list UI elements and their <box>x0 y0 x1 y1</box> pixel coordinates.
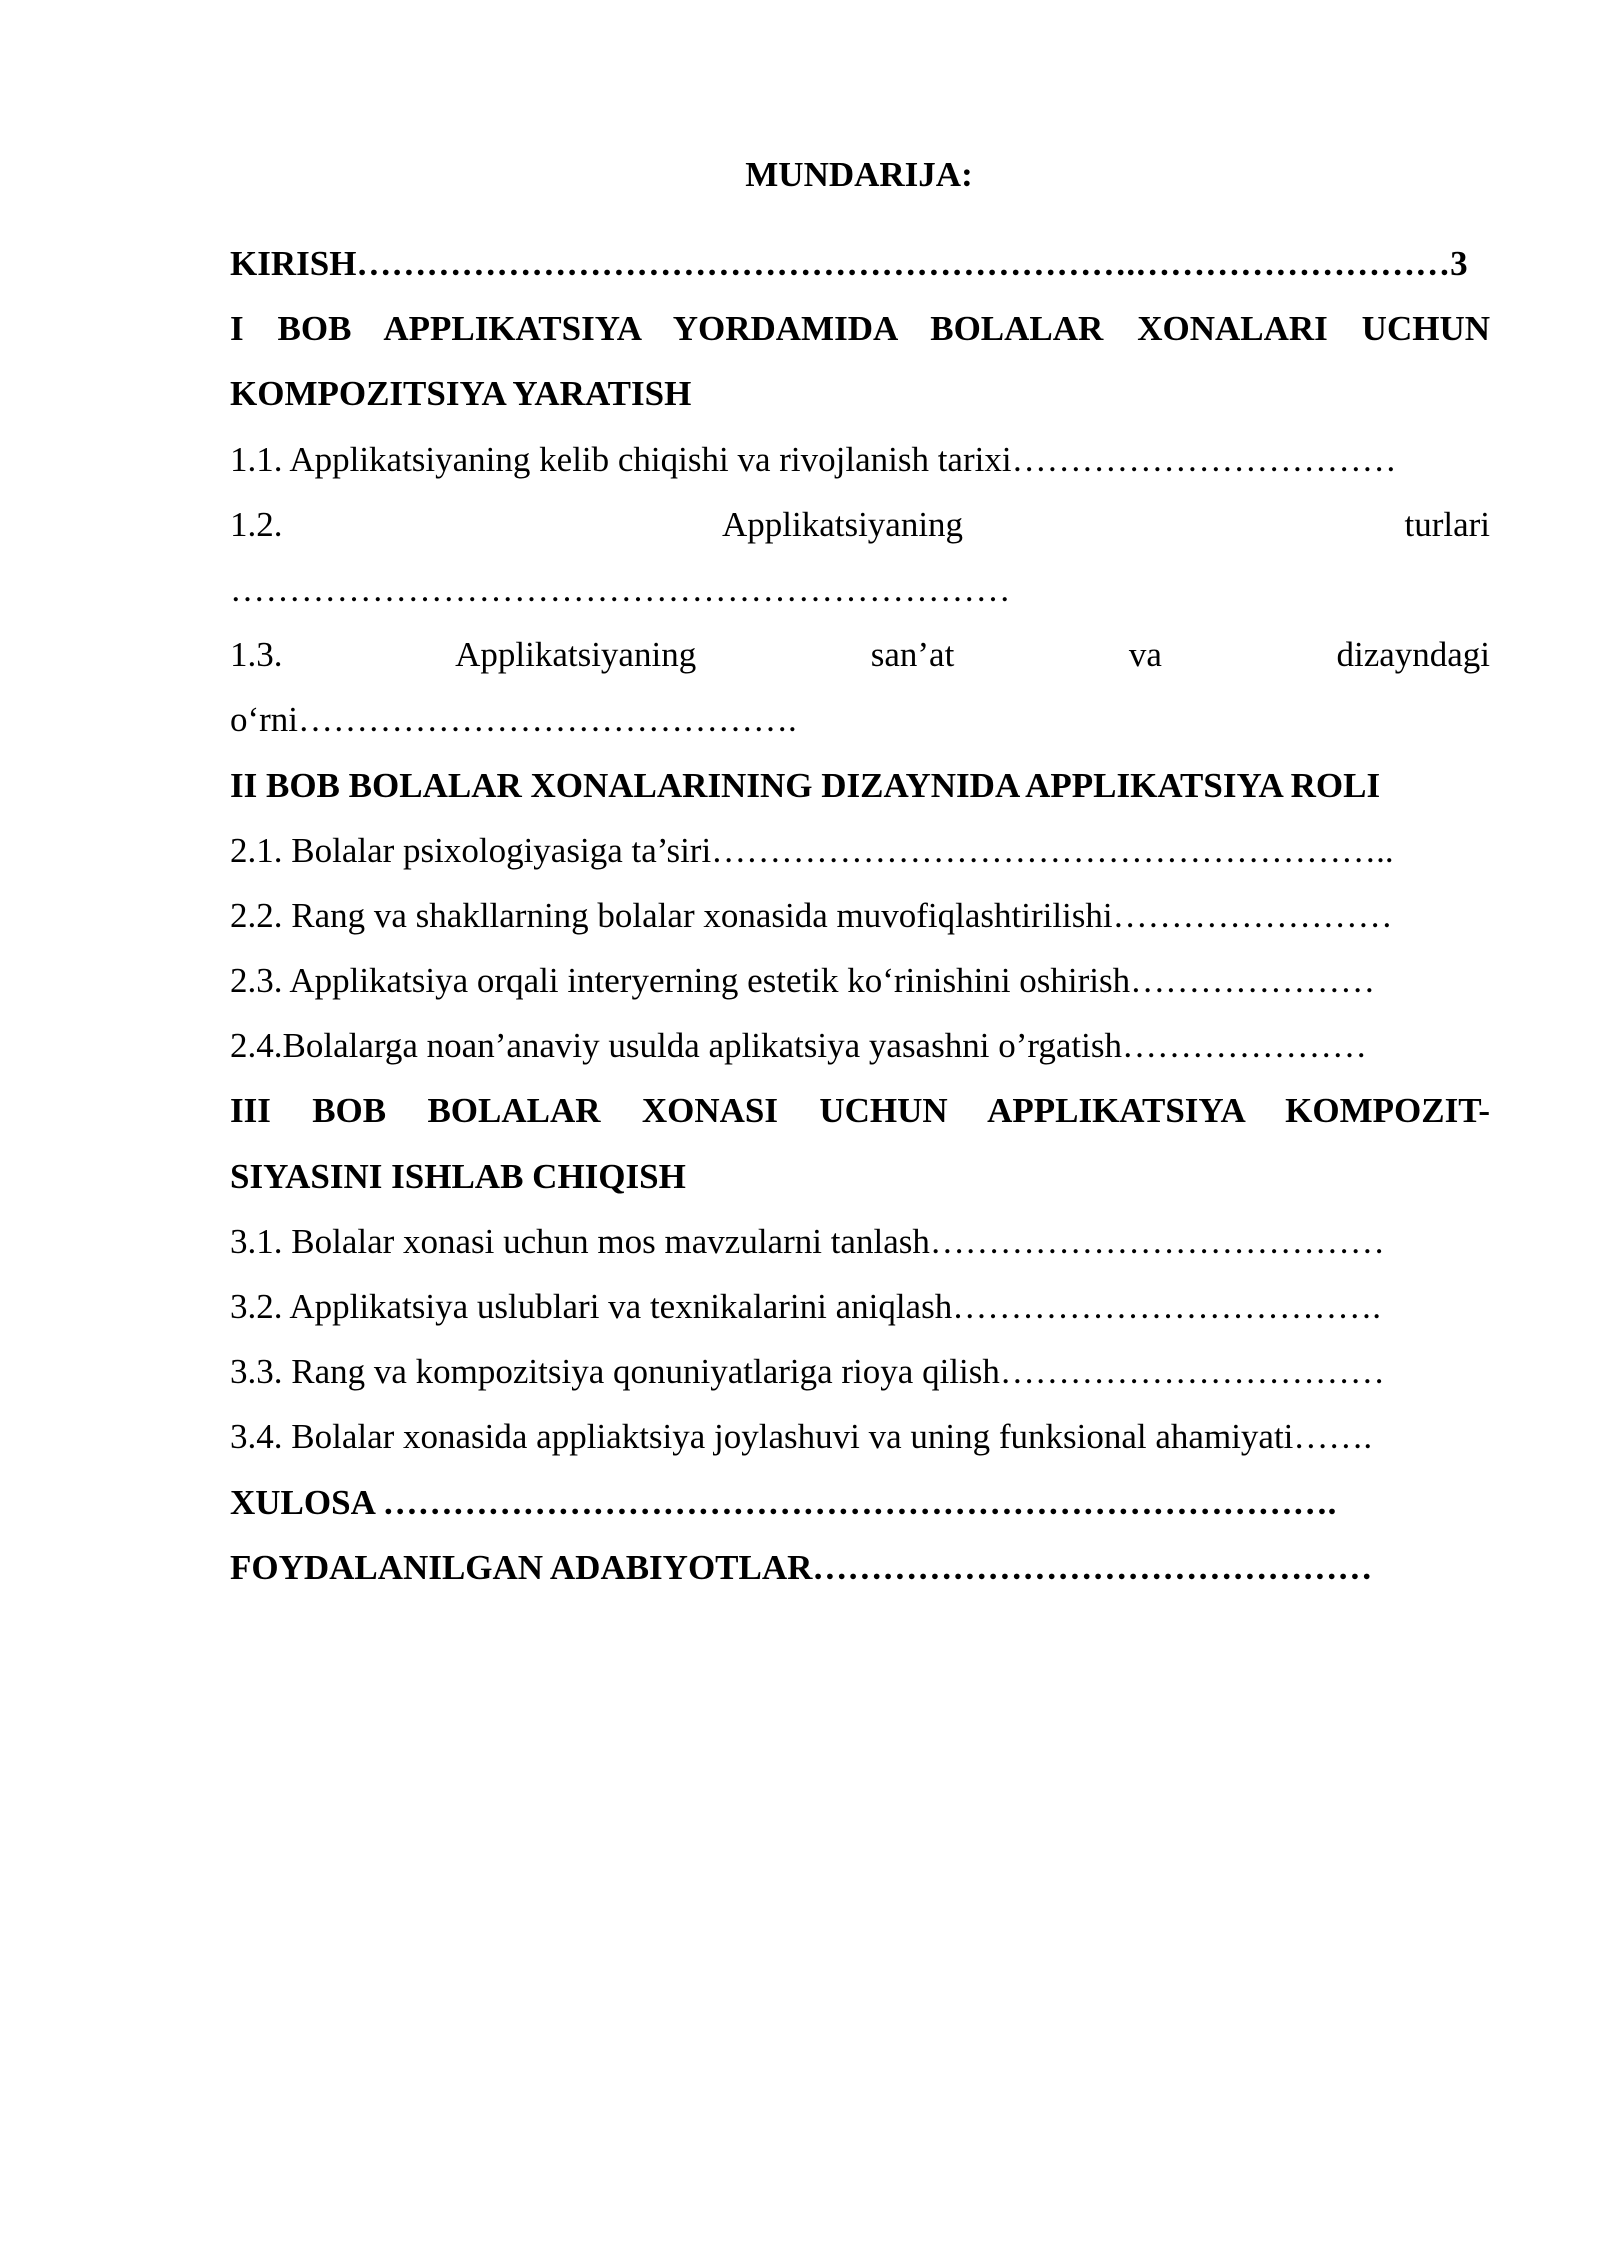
toc-entry-1-2-word: turlari <box>1404 504 1490 544</box>
toc-entry-references: FOYDALANILGAN ADABIYOTLAR………………………………………… <box>230 1547 1373 1587</box>
toc-entry-1-2-word: Applikatsiyaning <box>721 504 964 544</box>
toc-entry-1-3-word: san’at <box>870 635 955 675</box>
toc-entry-3-4: 3.4. Bolalar xonasida appliaktsiya joylashuvi va uning funksional ahamiyati……. <box>230 1417 1373 1457</box>
toc-chapter-1-title-line-1: I BOB APPLIKATSIYA YORDAMIDA BOLALAR XONALARI UCHUN <box>230 309 1490 349</box>
toc-entry-1-2-line-1 <box>230 492 1490 557</box>
toc-entry-1-3-number: 1.3. <box>230 635 283 675</box>
toc-entry-1-3-word: Applikatsiyaning <box>455 635 697 675</box>
toc-entry-kirish: KIRISH………………………………………………………….………………………3 <box>230 244 1468 283</box>
toc-entry-1-3-word: dizayndagi <box>1336 635 1490 675</box>
toc-entry-1-3-line-1 <box>230 622 1490 687</box>
toc-entry-1-1: 1.1. Applikatsiyaning kelib chiqishi va rivojlanish tarixi…………………………… <box>230 439 1397 479</box>
toc-entry-2-4: 2.4.Bolalarga noan’anaviy usulda aplikatsiya yasashni o’rgatish………………… <box>230 1026 1367 1066</box>
toc-entry-3-1: 3.1. Bolalar xonasi uchun mos mavzularni tanlash………………………………… <box>230 1221 1385 1261</box>
toc-entry-xulosa: XULOSA ………………………………………………………………………. <box>230 1482 1337 1522</box>
toc-entry-1-3-line-2: o‘rni……………………………………. <box>230 700 797 740</box>
toc-chapter-3-title-line-1: III BOB BOLALAR XONASI UCHUN APPLIKATSIYA KOMPOZIT- <box>230 1091 1490 1131</box>
toc-entry-1-2-line-2: ………………………………………………………… <box>230 569 1011 609</box>
toc-chapter-3-title-line-2: SIYASINI ISHLAB CHIQISH <box>230 1156 686 1196</box>
table-of-contents <box>230 231 1490 1600</box>
toc-entry-3-3: 3.3. Rang va kompozitsiya qonuniyatlariga rioya qilish…………………………… <box>230 1352 1385 1392</box>
toc-chapter-2-title: II BOB BOLALAR XONALARINING DIZAYNIDA APPLIKATSIYA ROLI <box>230 765 1381 805</box>
toc-entry-1-3-word: va <box>1128 635 1162 675</box>
page-title: MUNDARIJA: <box>745 155 973 194</box>
toc-entry-3-2: 3.2. Applikatsiya uslublari va texnikalarini aniqlash………………………………. <box>230 1287 1381 1326</box>
toc-entry-2-1: 2.1. Bolalar psixologiyasiga ta’siri………………………………………………….. <box>230 830 1394 870</box>
toc-chapter-1-title-line-2: KOMPOZITSIYA YARATISH <box>230 374 692 414</box>
toc-entry-2-2: 2.2. Rang va shakllarning bolalar xonasida muvofiqlashtirilishi…………………… <box>230 895 1393 935</box>
toc-entry-2-3: 2.3. Applikatsiya orqali interyerning estetik ko‘rinishini oshirish………………… <box>230 961 1376 1001</box>
toc-entry-1-2-number: 1.2. <box>230 504 283 544</box>
